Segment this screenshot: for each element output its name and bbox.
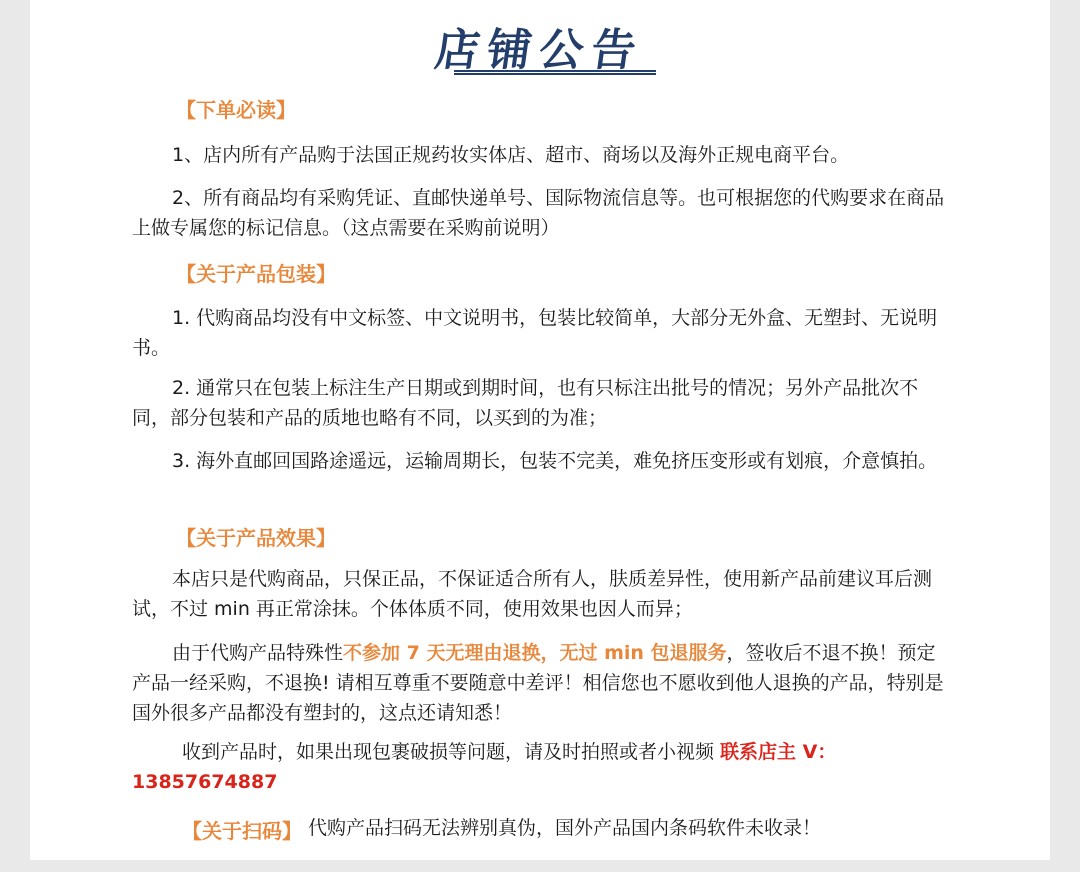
contact-owner: 联系店主 V：13857674887	[132, 741, 837, 793]
packaging-paragraph-3: 3. 海外直邮回国路途遥远，运输周期长，包装不完美，难免挤压变形或有划痕，介意慎拍。	[172, 450, 938, 472]
announcement-page	[30, 0, 1050, 860]
effect-p2-post: ，签收后不退不换！预定产品一经采购，不退换! 请相互尊重不要随意中差评！相信您也不愿收到他人退换的产品，特别是国外很多产品都没有塑封的，这点还请知悉！	[132, 642, 944, 724]
packaging-paragraph-2: 2. 通常只在包装上标注生产日期或到期时间，也有只标注出批号的情况；另外产品批次不同，部分包装和产品的质地也略有不同，以买到的为准；	[132, 377, 919, 429]
heading-packaging: 【关于产品包装】	[176, 262, 336, 286]
no-return-highlight: 不参加 7 天无理由退换，无过 min 包退服务	[343, 642, 727, 664]
order-paragraph-1: 1、店内所有产品购于法国正规药妆实体店、超市、商场以及海外正规电商平台。	[172, 144, 850, 166]
effect-paragraph-2	[132, 638, 952, 728]
order-paragraph-2: 2、所有商品均有采购凭证、直邮快递单号、国际物流信息等。也可根据您的代购要求在商品上做专属您的标记信息。（这点需要在采购前说明）	[132, 187, 945, 239]
scan-text: 代购产品扫码无法辨别真伪，国外产品国内条码软件未收录！	[308, 817, 822, 839]
effect-paragraph-1: 本店只是代购商品，只保正品，不保证适合所有人，肤质差异性，使用新产品前建议耳后测试，不过 min 再正常涂抹。个体体质不同，使用效果也因人而异；	[132, 568, 933, 620]
title-underline	[454, 70, 656, 75]
page-title: 店铺公告	[431, 25, 647, 76]
heading-scan: 【关于扫码】	[182, 819, 302, 843]
heading-order: 【下单必读】	[176, 98, 296, 122]
packaging-paragraph-1: 1. 代购商品均没有中文标签、中文说明书，包装比较简单，大部分无外盒、无塑封、无说明书。	[132, 307, 938, 359]
effect-p3-pre: 收到产品时，如果出现包裹破损等问题，请及时拍照或者小视频	[182, 741, 721, 763]
heading-effect: 【关于产品效果】	[176, 526, 336, 550]
effect-paragraph-3	[132, 737, 952, 797]
effect-p2-pre: 由于代购产品特殊性	[172, 642, 344, 664]
